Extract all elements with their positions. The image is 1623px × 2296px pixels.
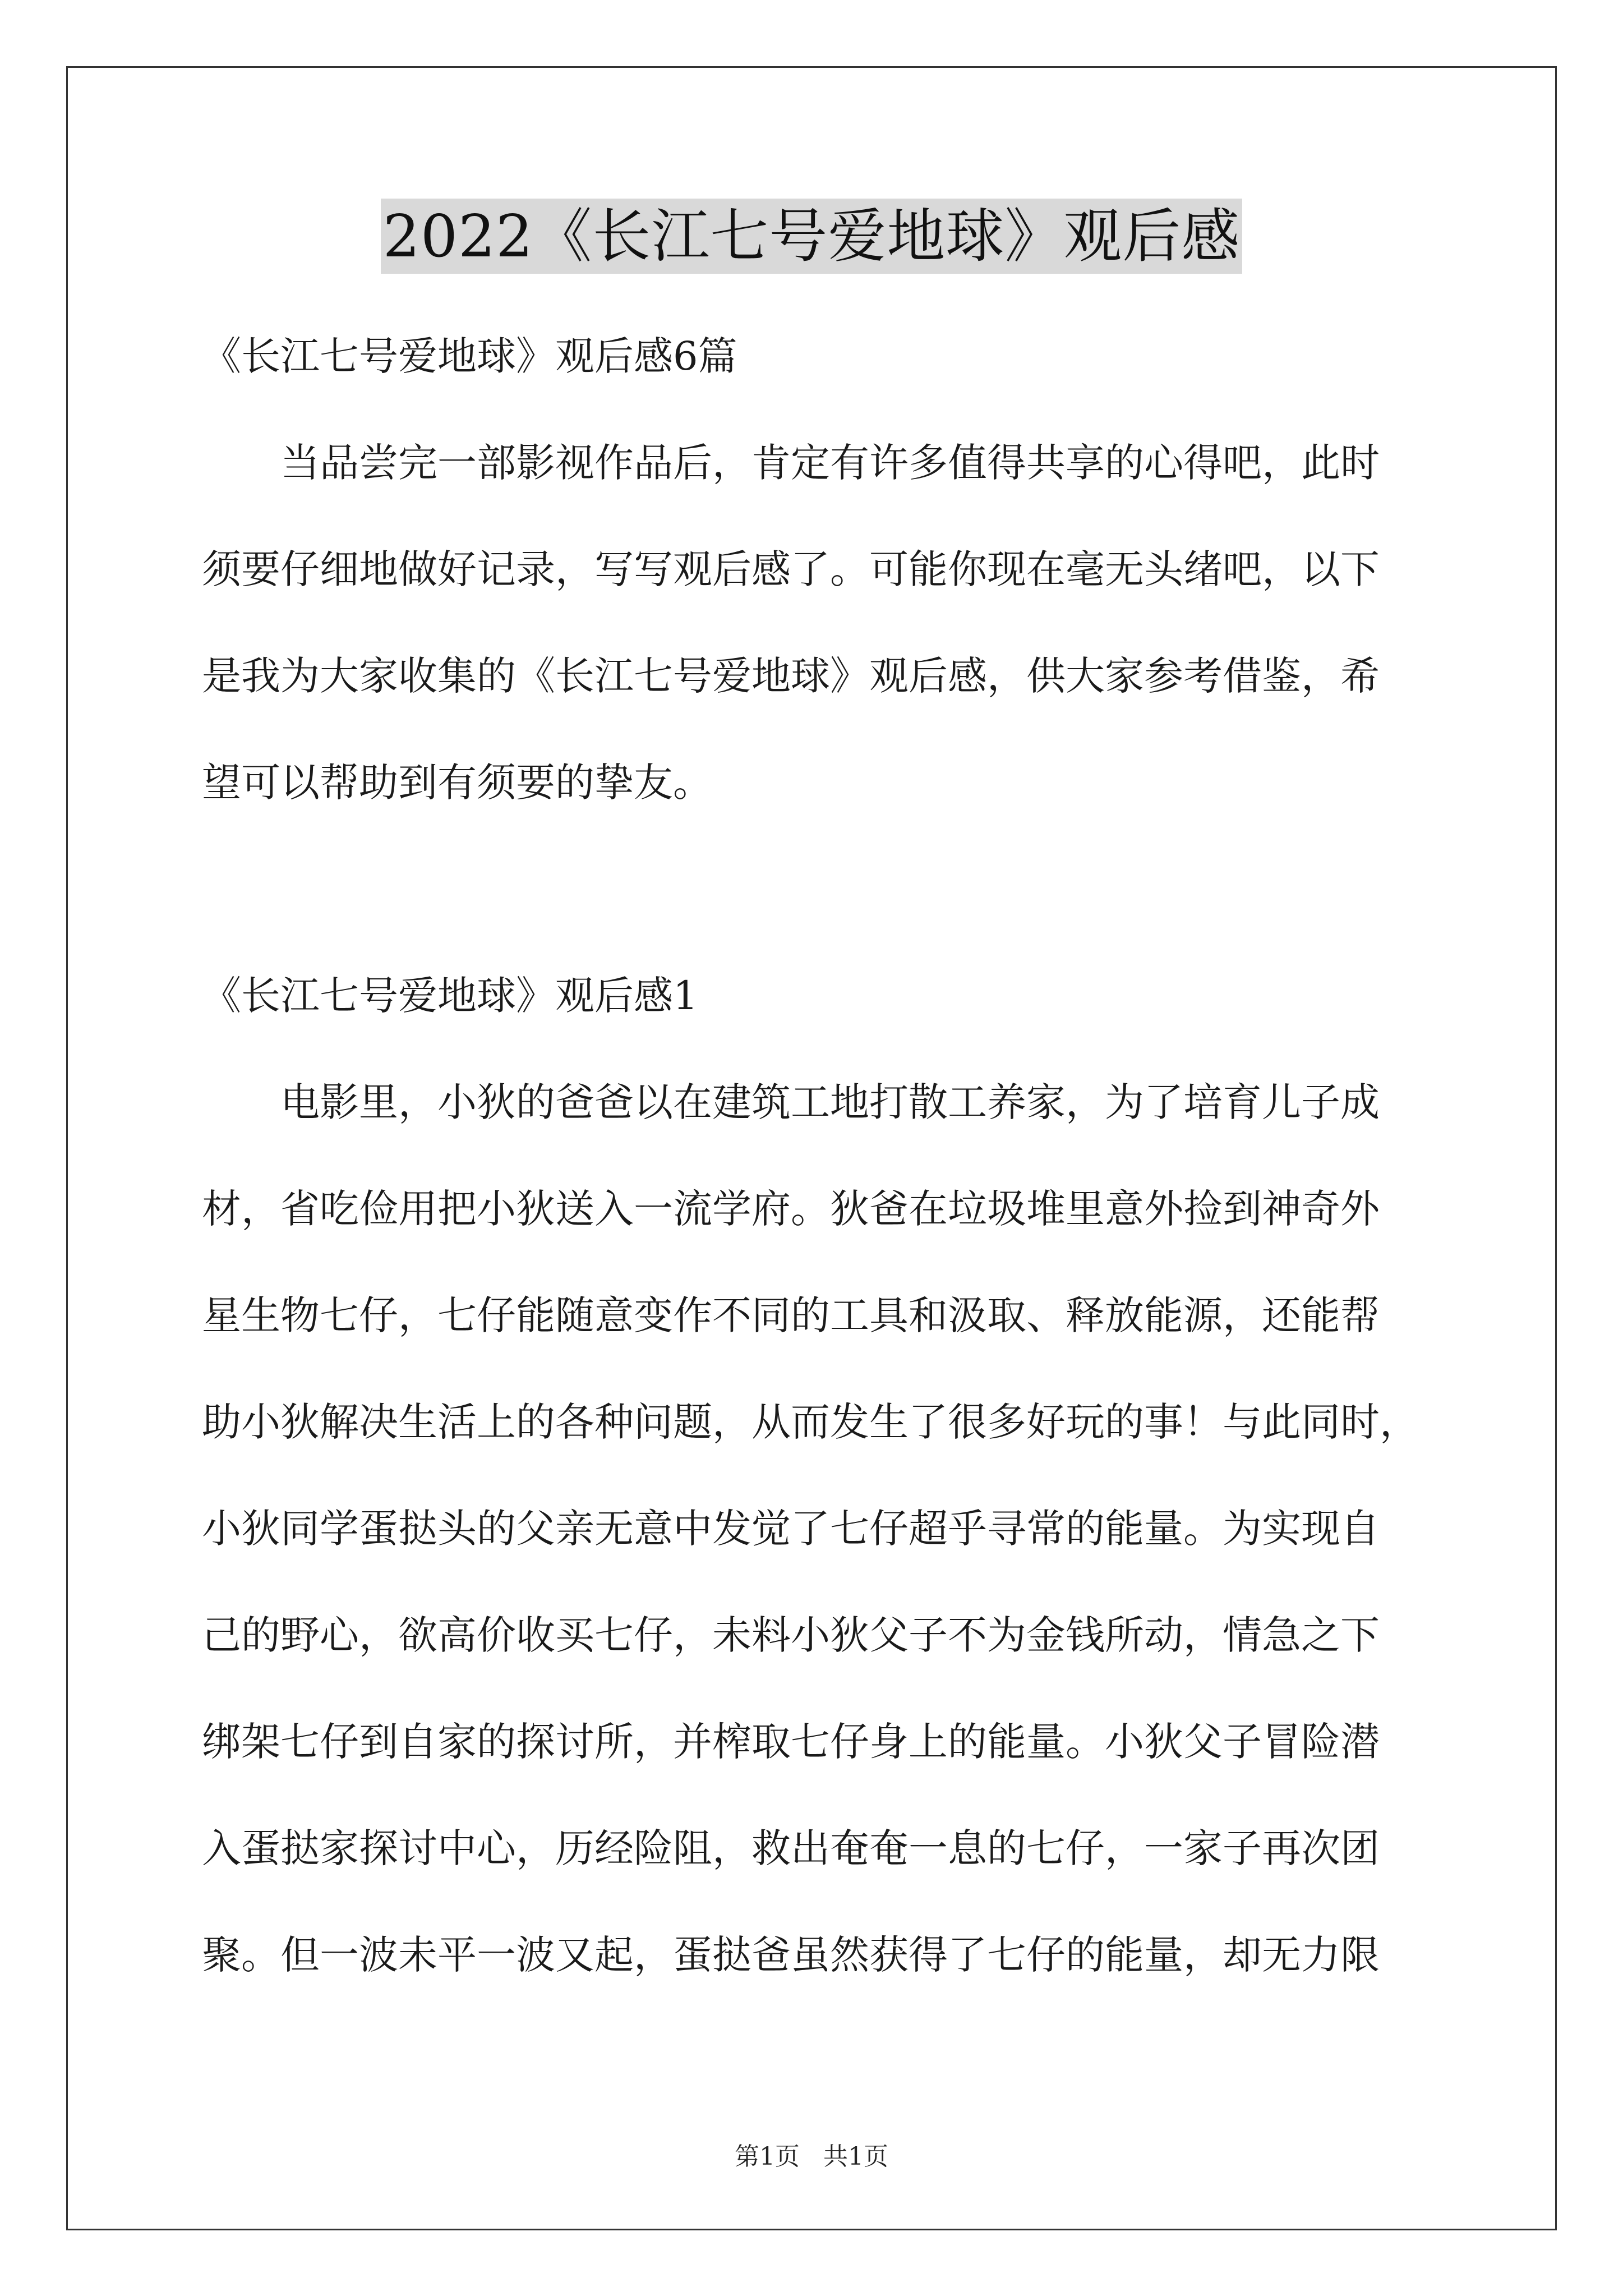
body-line: 绑架七仔到自家的探讨所，并榨取七仔身上的能量。小狄父子冒险潜 xyxy=(202,1719,1380,1765)
paragraph-gap xyxy=(202,836,1436,942)
page-number: 第1页 xyxy=(735,2142,800,2171)
intro-line: 须要仔细地做好记录，写写观后感了。可能你现在毫无头绪吧，以下 xyxy=(202,546,1380,592)
body-line: 材，省吃俭用把小狄送入一流学府。狄爸在垃圾堆里意外捡到神奇外 xyxy=(202,1186,1380,1232)
page-total: 共1页 xyxy=(823,2142,888,2171)
body-line: 电影里，小狄的爸爸以在建筑工地打散工养家，为了培育儿子成 xyxy=(280,1079,1380,1125)
title-container xyxy=(0,199,1623,274)
page-footer xyxy=(0,2136,1623,2172)
body-line: 助小狄解决生活上的各种问题，从而发生了很多好玩的事！与此同时， xyxy=(202,1399,1419,1445)
intro-line: 是我为大家收集的《长江七号爱地球》观后感，供大家参考借鉴，希 xyxy=(202,653,1380,699)
body-line: 小狄同学蛋挞头的父亲无意中发觉了七仔超乎寻常的能量。为实现自 xyxy=(202,1506,1380,1552)
document-title: 2022《长江七号爱地球》观后感 xyxy=(381,199,1243,274)
body-line: 己的野心，欲高价收买七仔，未料小狄父子不为金钱所动，情急之下 xyxy=(202,1612,1380,1658)
document-body xyxy=(202,303,1436,2008)
section-heading: 《长江七号爱地球》观后感1 xyxy=(202,973,698,1019)
body-line: 入蛋挞家探讨中心，历经险阻，救出奄奄一息的七仔，一家子再次团 xyxy=(202,1825,1380,1871)
intro-line: 当品尝完一部影视作品后，肯定有许多值得共享的心得吧，此时 xyxy=(280,440,1380,486)
intro-line: 望可以帮助到有须要的挚友。 xyxy=(202,760,712,806)
body-line: 星生物七仔，七仔能随意变作不同的工具和汲取、释放能源，还能帮 xyxy=(202,1292,1380,1338)
body-line: 聚。但一波未平一波又起，蛋挞爸虽然获得了七仔的能量，却无力限 xyxy=(202,1932,1380,1978)
subtitle: 《长江七号爱地球》观后感6篇 xyxy=(202,333,737,379)
